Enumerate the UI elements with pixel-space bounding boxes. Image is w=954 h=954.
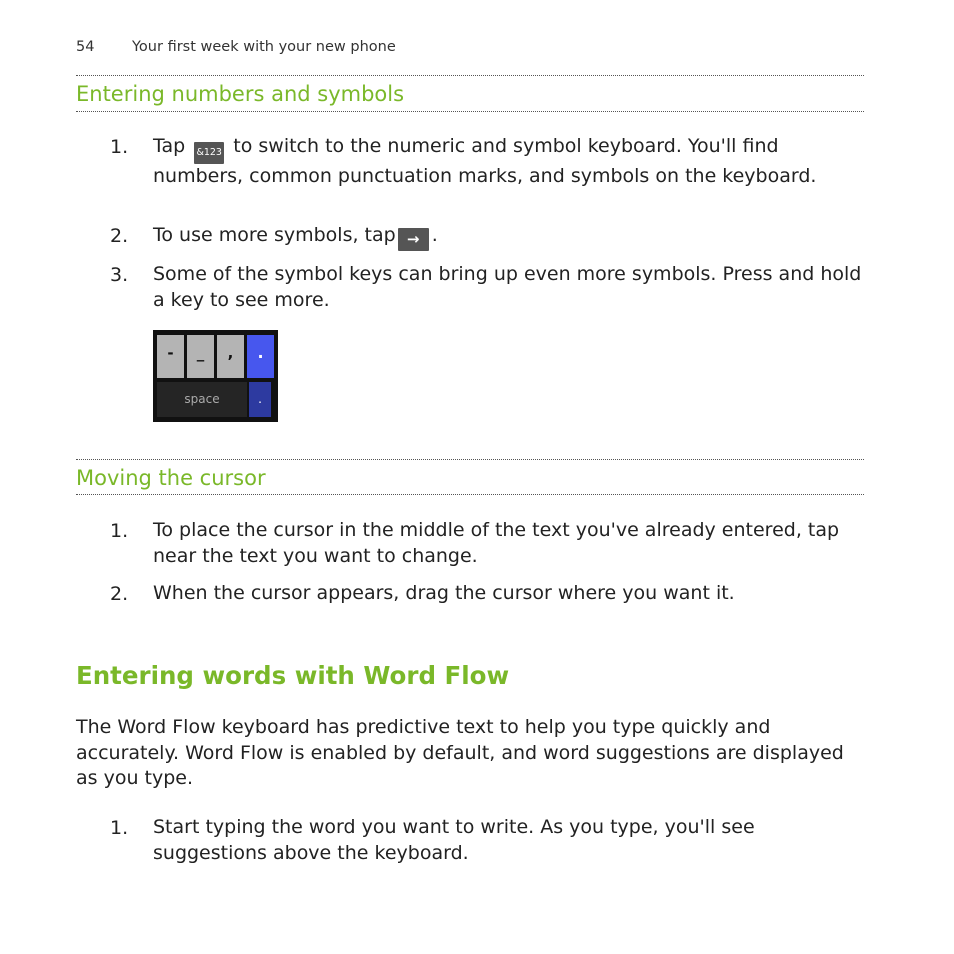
key-underscore: _ bbox=[187, 335, 214, 378]
step-number: 1. bbox=[110, 520, 129, 542]
step-number: 2. bbox=[110, 225, 129, 247]
symbol-keypad-illustration bbox=[153, 330, 278, 422]
dotted-divider bbox=[76, 459, 864, 460]
key-dash: - bbox=[157, 335, 184, 378]
space-key: space bbox=[157, 382, 247, 417]
symbol-keyboard-key-icon: &123 bbox=[194, 142, 224, 164]
step-number: 1. bbox=[110, 136, 129, 158]
section-heading-word-flow: Entering words with Word Flow bbox=[76, 661, 510, 690]
section-heading-numbers-symbols: Entering numbers and symbols bbox=[76, 82, 405, 106]
step-text: To place the cursor in the middle of the text you've already entered, tap near the text you want to change. bbox=[153, 519, 840, 567]
page-number: 54 bbox=[76, 39, 95, 55]
key-period-highlighted: . bbox=[247, 335, 274, 378]
step-text bbox=[153, 134, 873, 190]
word-flow-intro: The Word Flow keyboard has predictive text to help you type quickly and accurately. Word Flow is enabled by default, and word suggestions are displayed as you type. bbox=[76, 716, 844, 789]
step-text-after: to switch to the numeric and symbol keyboard. You'll find numbers, common punctuation marks, and symbols on the keyboard. bbox=[153, 135, 817, 187]
dotted-divider bbox=[76, 75, 864, 76]
step-text: Start typing the word you want to write. As you type, you'll see suggestions above the keyboard. bbox=[153, 816, 755, 864]
dotted-divider bbox=[76, 111, 864, 112]
section-heading-moving-cursor: Moving the cursor bbox=[76, 466, 266, 490]
step-text bbox=[153, 223, 873, 251]
step-number: 1. bbox=[110, 817, 129, 839]
step-text: Some of the symbol keys can bring up even more symbols. Press and hold a key to see more. bbox=[153, 263, 862, 311]
period-key: . bbox=[249, 382, 271, 417]
step-number: 2. bbox=[110, 583, 129, 605]
running-title: Your first week with your new phone bbox=[132, 39, 396, 55]
dotted-divider bbox=[76, 494, 864, 495]
step-text-after: . bbox=[431, 224, 438, 246]
arrow-right-icon: → bbox=[398, 228, 429, 251]
step-text-before: Tap bbox=[153, 135, 186, 157]
step-text: When the cursor appears, drag the cursor where you want it. bbox=[153, 582, 735, 604]
step-number: 3. bbox=[110, 264, 129, 286]
key-comma: , bbox=[217, 335, 244, 378]
step-text-before: To use more symbols, tap bbox=[153, 224, 396, 246]
